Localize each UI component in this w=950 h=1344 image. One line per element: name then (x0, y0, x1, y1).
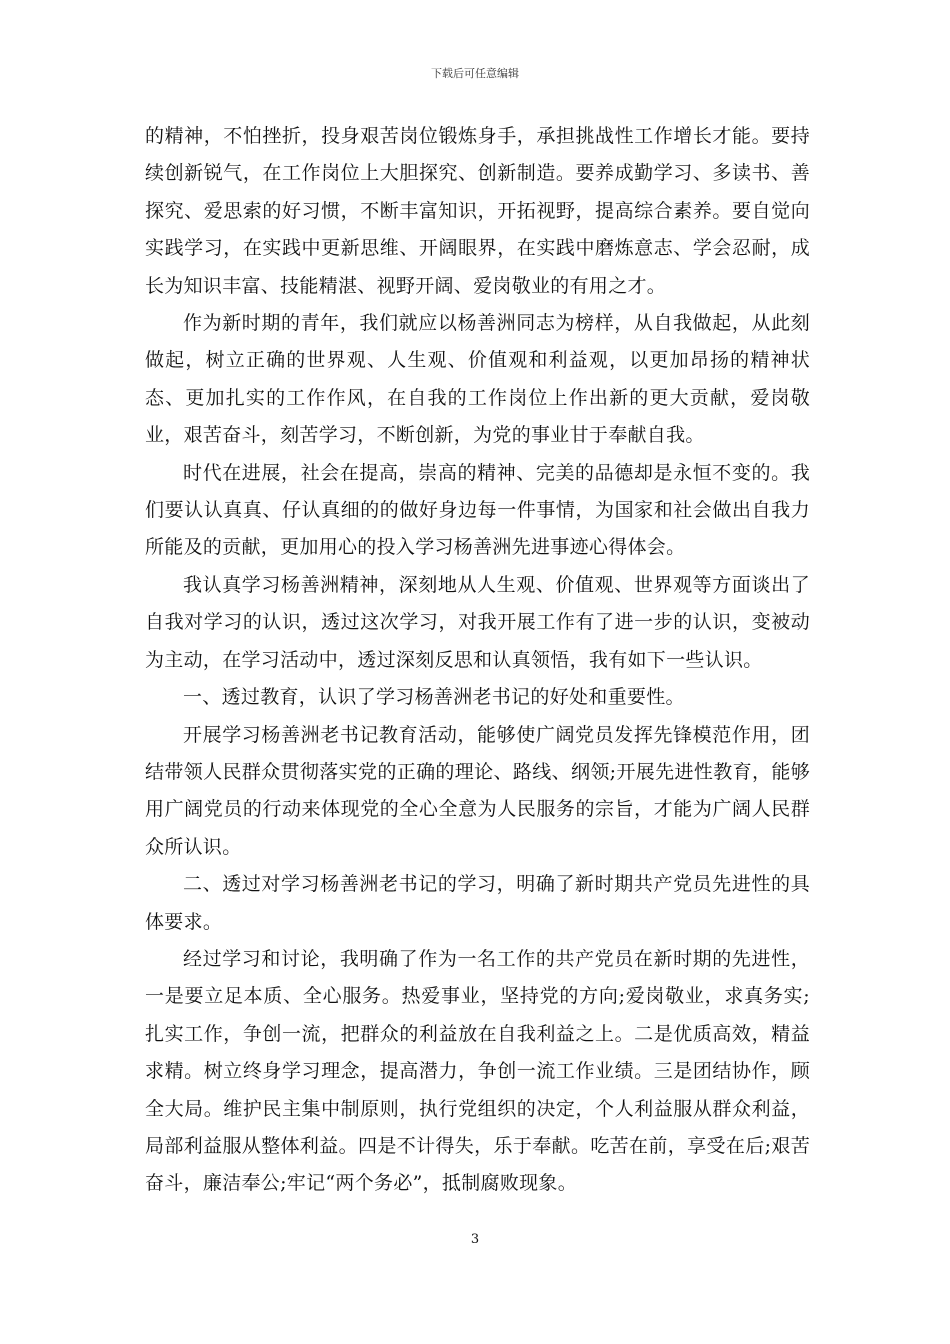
page-number: 3 (470, 1232, 480, 1247)
section-heading: 二、透过对学习杨善洲老书记的学习，明确了新时期共产党员先进性的具体要求。 (145, 873, 810, 933)
paragraph: 时代在进展，社会在提高，崇高的精神、完美的品德却是永恒不变的。我们要认认真真、仔认真细的的做好身边每一件事情，为国家和社会做出自我力所能及的贡献，更加用心的投入学习杨善洲先进事迹心得体会。 (145, 461, 810, 559)
paragraph-continuation: 的精神，不怕挫折，投身艰苦岗位锻炼身手，承担挑战性工作增长才能。要持续创新锐气，在工作岗位上大胆探究、创新制造。要养成勤学习、多读书、善探究、爱思索的好习惯，不断丰富知识，开拓视野，提高综合素养。要自觉向实践学习，在实践中更新思维、开阔眼界，在实践中磨炼意志、学会忍耐，成长为知识丰富、技能精湛、视野开阔、爱岗敬业的有用之才。 (145, 125, 810, 297)
document-body (145, 118, 810, 1203)
paragraph: 经过学习和讨论，我明确了作为一名工作的共产党员在新时期的先进性，一是要立足本质、全心服务。热爱事业，坚持党的方向;爱岗敬业，求真务实;扎实工作，争创一流，把群众的利益放在自我利益之上。二是优质高效，精益求精。树立终身学习理念，提高潜力，争创一流工作业绩。三是团结协作，顾全大局。维护民主集中制原则，执行党组织的决定，个人利益服从群众利益，局部利益服从整体利益。四是不计得失，乐于奉献。吃苦在前，享受在后;艰苦奋斗，廉洁奉公;牢记“两个务必”，抵制腐败现象。 (145, 947, 810, 1195)
page-header-note: 下载后可任意编辑 (431, 67, 519, 80)
paragraph: 我认真学习杨善洲精神，深刻地从人生观、价值观、世界观等方面谈出了自我对学习的认识，透过这次学习，对我开展工作有了进一步的认识，变被动为主动，在学习活动中，透过深刻反思和认真领悟，我有如下一些认识。 (145, 573, 810, 671)
section-heading: 一、透过教育，认识了学习杨善洲老书记的好处和重要性。 (183, 686, 685, 709)
paragraph: 作为新时期的青年，我们就应以杨善洲同志为榜样，从自我做起，从此刻做起，树立正确的世界观、人生观、价值观和利益观，以更加昂扬的精神状态、更加扎实的工作作风，在自我的工作岗位上作出新的更大贡献，爱岗敬业，艰苦奋斗，刻苦学习，不断创新，为党的事业甘于奉献自我。 (145, 312, 810, 447)
paragraph: 开展学习杨善洲老书记教育活动，能够使广阔党员发挥先锋模范作用，团结带领人民群众贯彻落实党的正确的理论、路线、纲领;开展先进性教育，能够用广阔党员的行动来体现党的全心全意为人民服务的宗旨，才能为广阔人民群众所认识。 (145, 723, 810, 858)
